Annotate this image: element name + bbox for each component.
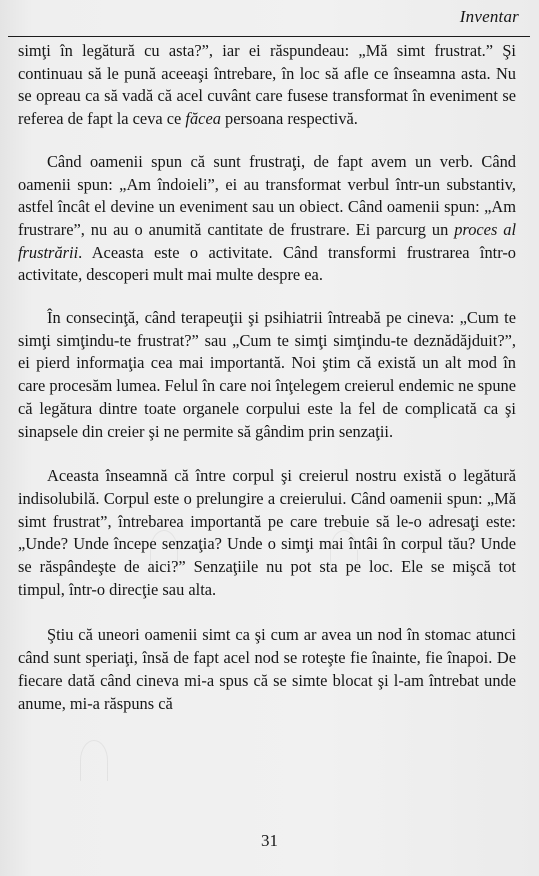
bleed-through-mark bbox=[80, 740, 108, 781]
text-run: simţi în legătură cu asta?”, iar ei răspundeau: „Mă simt frustrat.” Şi continuau să le pună aceeaşi întrebare, în loc să afle ce înseamna asta. Nu se opreau ca să vadă că acel cuvânt care fusese transformat în eveniment se referea de fapt la ceva ce bbox=[18, 41, 516, 129]
header-rule bbox=[8, 36, 530, 37]
italic-run: făcea bbox=[185, 109, 221, 129]
paragraph bbox=[18, 465, 516, 601]
page-number: 31 bbox=[261, 831, 278, 850]
text-run: În consecinţă, când terapeuţii şi psihiatrii întreabă pe cineva: „Cum te simţi simţindu-te frustrat?” sau „Cum te simţi simţindu-te deznădăjduit?”, ei pierd informaţia cea mai importantă. Noi ştim că există un alt mod în care procesăm lumea. Felul în care noi înţelegem creierul endemic ne spune că legătura dintre toate organele corpului este la fel de complicată ca şi sinapsele din creier şi ne permite să gândim prin senzaţii. bbox=[18, 308, 516, 441]
paragraph bbox=[18, 624, 516, 715]
text-run: persoana respectivă. bbox=[220, 109, 358, 129]
text-run: Ştiu că uneori oamenii simt ca şi cum ar avea un nod în stomac atunci când sunt speriaţi, însă de fapt acel nod se roteşte fie înainte, fie înapoi. De fiecare dată când cineva mi-a spus că se simte blocat şi l-am întrebat unde anume, mi-a răspuns că bbox=[18, 625, 516, 713]
paragraph bbox=[18, 151, 516, 287]
italic-run: proces al frustrării bbox=[18, 219, 516, 262]
text-run: Când oamenii spun că sunt frustraţi, de fapt avem un verb. Când oamenii spun: „Am îndoieli”, ei au transformat verbul într-un substantiv, astfel încât el devine un eveniment sau un obiect. Când oamenii spun: „Am frustrare”, nu au o anumită cantitate de frustrare. Ei parcurg un bbox=[18, 151, 516, 239]
paragraph bbox=[18, 307, 516, 443]
text-run: . Aceasta este o activitate. Când transformi frustrarea într-o activitate, descoperi mult mai multe despre ea. bbox=[18, 242, 516, 285]
body-text bbox=[18, 40, 516, 715]
text-run: Aceasta înseamnă că între corpul şi creierul nostru există o legătură indisolubilă. Corpul este o prelungire a creierului. Când oamenii spun: „Mă simt frustrat”, întrebarea importantă pe care trebuie să le-o adresaţi este: „Unde? Unde începe senzaţia? Unde o simţi mai întâi în corpul tău? Unde se răspândeşte de aici?” Senzaţiile nu pot sta pe loc. Ele se mişcă tot timpul, într-o direcţie sau alta. bbox=[18, 466, 516, 599]
paragraph bbox=[18, 40, 516, 131]
running-header: Inventar bbox=[459, 7, 519, 26]
